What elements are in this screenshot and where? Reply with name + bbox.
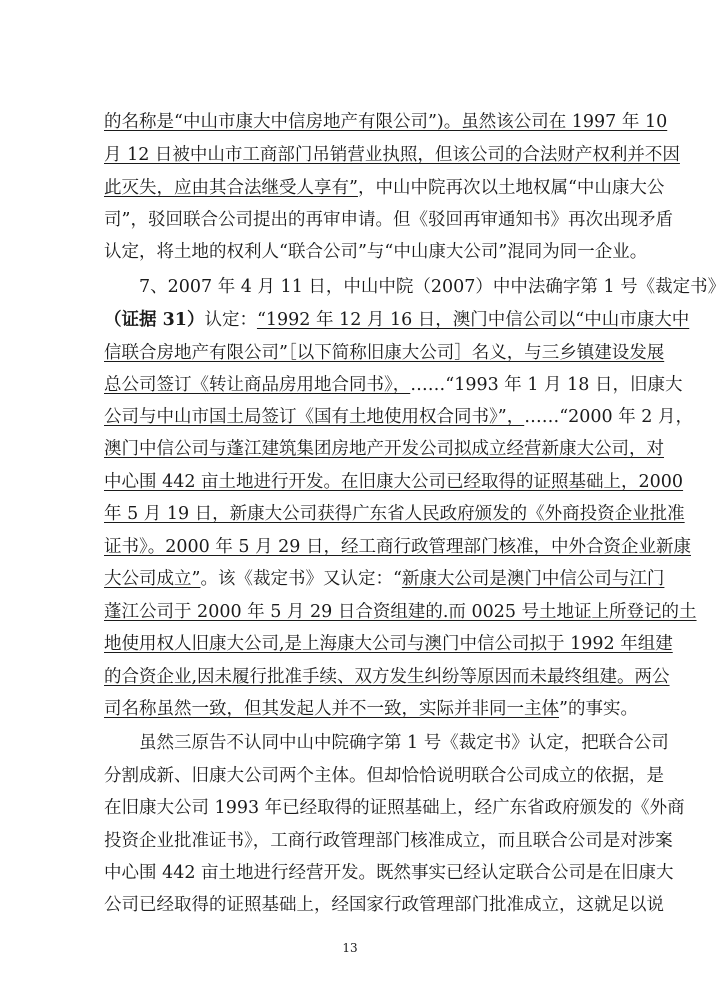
text-line [104, 176, 665, 202]
page-number: 13 [342, 941, 358, 955]
text-line [104, 373, 683, 399]
text-segment: 投资企业批准证书》，工商行政管理部门核准成立，而且联合公司是对涉案 [104, 831, 673, 851]
text-line [104, 861, 674, 887]
underlined-text: 蓬江公司于 2000 年 5 月 29 日合资组建的.而 0025 号土地证上所登记的土 [104, 602, 697, 622]
underlined-text: 司名称虽然一致，但其发起人并不一致，实际并非同一主体 [104, 699, 559, 719]
text-line [104, 470, 684, 496]
underlined-text: 此灭失，应由其合法继受人享有” [104, 178, 358, 198]
text-segment: ，中山中院再次以土地权属“中山康大公 [357, 178, 665, 198]
underlined-text: 总公司签订《转让商品房用地合同书》， [104, 375, 411, 395]
text-segment: 公司已经取得的证照基础上，经国家行政管理部门批准成立，这就足以说 [104, 895, 664, 915]
text-line [139, 275, 725, 301]
text-line [139, 731, 669, 757]
text-line [104, 208, 673, 234]
text-line [104, 502, 685, 528]
text-segment: 认定： [204, 310, 257, 330]
underlined-text: 公司与中山市国土局签订《国有土地使用权合同书》”， [104, 407, 525, 427]
text-segment: 分割成新、旧康大公司两个主体。但却恰恰说明联合公司成立的依据，是 [104, 766, 664, 786]
underlined-text: 的合资企业,因未履行批准手续、双方发生纠纷等原因而未最终组建。两公 [104, 667, 670, 687]
text-line [104, 405, 694, 431]
text-line [104, 535, 691, 561]
text-line [104, 240, 648, 266]
text-line [104, 665, 670, 691]
text-line [104, 796, 685, 822]
text-line [104, 697, 636, 723]
text-segment: 中心围 442 亩土地进行经营开发。既然事实已经认定联合公司是在旧康大 [104, 863, 674, 883]
text-segment: 认定，将土地的权利人“联合公司”与“中山康大公司”混同为同一企业。 [104, 242, 648, 262]
text-segment: 司”，驳回联合公司提出的再审申请。但《驳回再审通知书》再次出现矛盾 [104, 210, 673, 230]
underlined-text: 澳门中信公司与蓬江建筑集团房地产开发公司拟成立经营新康大公司，对 [104, 439, 664, 459]
underlined-text: 信联合房地产有限公司”［以下简称旧康大公司］名义，与三乡镇建设发展 [104, 343, 665, 363]
text-line [104, 308, 690, 334]
text-segment: 在旧康大公司 1993 年已经取得的证照基础上，经广东省政府颁发的《外商 [104, 798, 685, 818]
underlined-text: “1992 年 12 月 16 日，澳门中信公司以“中山市康大中 [256, 310, 690, 330]
text-segment: ”的事实。 [559, 699, 638, 719]
text-line [104, 829, 673, 855]
text-line [104, 341, 665, 367]
text-segment: 虽然三原告不认同中山中院确字第 1 号《裁定书》认定，把联合公司 [139, 733, 669, 753]
underlined-text: 证书》。2000 年 5 月 29 日，经工商行政管理部门核准，中外合资企业新康 [104, 537, 691, 557]
underlined-text: 中心围 442 亩土地进行开发。在旧康大公司已经取得的证照基础上，2000 [104, 472, 684, 492]
text-line [104, 632, 673, 658]
text-line [104, 893, 664, 919]
text-segment: 。该《裁定书》又认定：“ [200, 569, 402, 589]
underlined-text: 月 12 日被中山市工商部门吊销营业执照，但该公司的合法财产权利并不因 [104, 145, 680, 165]
text-line [104, 600, 697, 626]
text-segment: （证据 31） [104, 310, 205, 330]
text-segment: ……“2000 年 2 月， [524, 407, 694, 427]
text-segment: 7、2007 年 4 月 11 日，中山中院（2007）中中法确字第 1 号《裁定书》 [139, 277, 725, 297]
text-line [104, 567, 665, 593]
text-line [104, 764, 664, 790]
text-line [104, 143, 680, 169]
text-line [104, 110, 668, 136]
underlined-text: 的名称是“中山市康大中信房地产有限公司”)。虽然该公司在 1997 年 10 [104, 112, 668, 132]
underlined-text: 年 5 月 19 日，新康大公司获得广东省人民政府颁发的《外商投资企业批准 [104, 504, 685, 524]
text-segment: ……“1993 年 1 月 18 日，旧康大 [410, 375, 683, 395]
underlined-text: 大公司成立” [104, 569, 201, 589]
text-line [104, 437, 664, 463]
underlined-text: 地使用权人旧康大公司,是上海康大公司与澳门中信公司拟于 1992 年组建 [104, 634, 673, 654]
underlined-text: 新康大公司是澳门中信公司与江门 [401, 569, 665, 589]
